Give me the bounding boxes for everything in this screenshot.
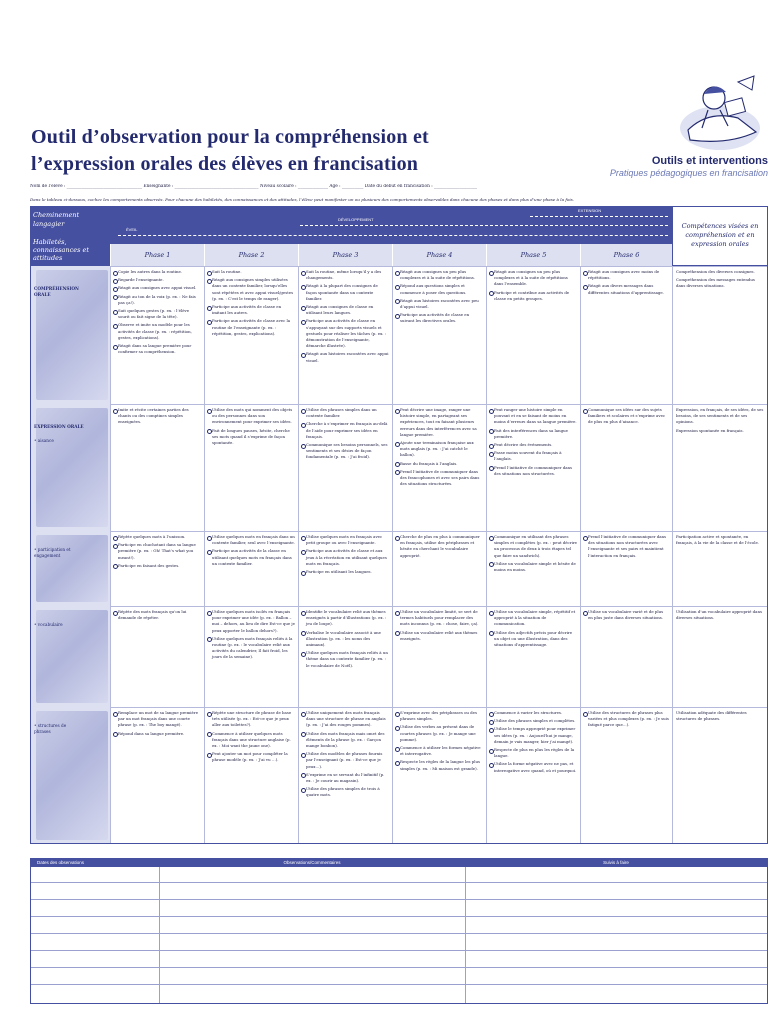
behaviour-checkbox-item[interactable]: Réagit aux divers messages dans différentes situations d’apprentissage. [581,281,672,295]
behaviour-checkbox-item[interactable]: Utilise des structures de phrases plus variées et plus complexes (p. ex. : Je suis fatigué parce que…). [581,708,672,729]
writing-line [31,882,767,883]
phase-cell [204,404,298,531]
behaviour-checkbox-item[interactable]: Répète une structure de phrase de base très utilisée (p. ex. : Est-ce que je peux aller aux toilettes?). [205,708,298,729]
competence-text: Compréhension des messages entendus dans diverses situations. [676,277,755,289]
behaviour-checkbox-item[interactable]: Utilise quelques mots français reliés à la routine (p. ex. : le vocabulaire relié aux activités du calendrier, Il fait froid, les jours de la semaine). [205,634,298,661]
behaviour-checkbox-item[interactable]: Utilise uniquement des mots français dans une structure de phrase en anglais (p. ex. : J’ai des rouges pommes). [299,708,392,729]
behaviour-checkbox-item[interactable]: Communique ses besoins personnels, ses sentiments et ses désirs de façon fondamentale (p. ex. : J’ai froid). [299,440,392,461]
competence-text: Participation active et spontanée, en français, à la vie de la classe et de l’école. [676,534,760,546]
behaviour-checkbox-item[interactable]: Utilise le temps approprié pour exprimer ses idées (p. ex. : Aujourd’hui je mange, demain je vais manger, hier j’ai mangé). [487,724,580,745]
behaviour-checkbox-item[interactable]: Participe en utilisant les langues. [299,567,392,575]
phase-cell [486,707,580,844]
behaviour-checkbox-item[interactable]: Utilise un vocabulaire relié aux thèmes enseignés. [393,628,486,642]
row-label: EXPRESSION ORALE [34,424,84,429]
page-title [31,124,591,178]
behaviour-checkbox-item[interactable]: Participe en faisant des gestes. [111,561,204,569]
behaviour-checkbox-item[interactable]: Répond dans sa langue première. [111,729,204,737]
phase-cell [110,404,204,531]
phase-cell [110,531,204,606]
phase-cell [392,707,486,844]
phase-cell [204,266,298,404]
behaviour-checkbox-item[interactable]: Commence à utiliser quelques mots français dans une structure anglaise (p. ex. : Moi want the jaune one). [205,729,298,750]
behaviour-checkbox-item[interactable]: Remplace un mot de sa langue première par un mot français dans une courte phrase (p. ex. : The boy mangé). [111,708,204,729]
comments-column-header: Observations/Commentaires [159,859,465,867]
developpement-arrow [300,225,668,226]
behaviour-checkbox-item[interactable]: Peut décrire une image, ranger une histoire simple, en partageant ses expériences, tout en faisant plusieurs erreurs dans des interférences avec sa langue première. [393,405,486,438]
behaviour-checkbox-item[interactable]: Fait des interférences dans sa langue première. [487,426,580,440]
competence-text: Expression, en français, de ses idées, de ses besoins, de ses sentiments et de ses opinions. [676,407,764,425]
column-divider [159,867,160,1003]
behaviour-checkbox-item[interactable]: Regarde l’enseignante. [111,275,204,283]
classroom-photo [36,535,108,602]
behaviour-checkbox-item[interactable]: Utilise quelques mots en français dans un contexte familier, seul avec l’enseignante. [205,532,298,546]
behaviour-checkbox-item[interactable]: Réagit aux histoires racontées avec appui visuel. [299,349,392,363]
phase-cell [486,606,580,707]
phase-cell [392,266,486,404]
behaviour-checkbox-item[interactable]: Réagit aux consignes avec appui visuel. [111,283,204,291]
phase-cell [298,404,392,531]
behaviour-checkbox-item[interactable]: S’exprime en se servant du l’infinitif (p. ex. : Je courir au magasin). [299,770,392,784]
phase-cell [486,266,580,404]
row-sublabel: • participation et engagement [34,547,71,558]
competence-text: Utilisation adéquate des différentes structures de phrases. [676,710,747,722]
behaviour-checkbox-item[interactable]: Imite et récite certaines parties des chants ou des comptines simples enseignées. [111,405,204,426]
behaviour-checkbox-item[interactable]: Observe et imite un modèle pour les activités de classe (p. ex. : répétition, gestes, explications). [111,320,204,341]
row-sublabel: • aisance [34,438,54,443]
phase-cell [392,606,486,707]
behaviour-checkbox-item[interactable]: Utilise quelques mots français reliés à un thème dans un contexte familier (p. ex. : le vocabulaire de Noël). [299,648,392,669]
behaviour-checkbox-item[interactable]: Suit la routine, même lorsqu’il y a des changements. [299,267,392,281]
phase-header: Phase 5 [486,244,580,266]
behaviour-checkbox-item[interactable]: Participe aux activités de classe en imitant les autres. [205,302,298,316]
row-sublabel: • vocabulaire [34,622,63,627]
writing-line [31,899,767,900]
column-divider [465,867,466,1003]
competences-header-text: Compétences visées en compréhension et en expression orales [681,222,759,248]
behaviour-checkbox-item[interactable]: Utilise un vocabulaire varié et de plus en plus juste dans diverses situations. [581,607,672,621]
phase-cell [392,531,486,606]
writing-line [31,984,767,985]
instructions-text: Dans le tableau ci-dessous, cochez les comportements observés. Pour chacune des habiletés, des connaissances et des attitudes, l’élève peut manifester un ou plusieurs des comportements observables dans chacune des phases et dans plus d’une phase à la fois. [30,197,575,202]
competence-text: Utilisation d’un vocabulaire approprié dans diverses situations. [676,609,762,621]
phase-cell [392,404,486,531]
behaviour-checkbox-item[interactable]: Utilise quelques mots en français avec petit groupe ou avec l’enseignante. [299,532,392,546]
left-header [30,206,110,266]
behaviour-checkbox-item[interactable]: Peut décrire des événements. [487,440,580,448]
behaviour-checkbox-item[interactable]: Participe en chuchotant dans sa langue première (p. ex. : Oh! That’s what you meant!). [111,540,204,561]
eveil-arrow [118,235,668,236]
brand-block [588,155,768,178]
writing-line [31,933,767,934]
competence-cell [672,531,768,606]
phase-header: Phase 1 [110,244,204,266]
row-sidebar [30,606,110,707]
dates-column-header: Dates des observations [31,859,159,867]
competence-cell [672,266,768,404]
behaviour-checkbox-item[interactable]: Utilise des phrases simples dans un contexte familier. [299,405,392,419]
behaviour-checkbox-item[interactable]: Utilise un vocabulaire simple, répétitif et approprié à la situation de communication. [487,607,580,628]
behaviour-checkbox-item[interactable]: Suit la routine. [205,267,298,275]
phase-header: Phase 6 [580,244,672,266]
phase-header: Phase 3 [298,244,392,266]
title-line-2: l’expression orales des élèves en francisation [31,153,419,175]
behaviour-checkbox-item[interactable]: Répète des mots français qu’on lui demande de répéter. [111,607,204,621]
behaviour-checkbox-item[interactable]: Suit quelques gestes (p. ex. : l’élève sourit ou fait signe de la tête). [111,306,204,320]
competence-text: Compréhension des diverses consignes. [676,269,755,274]
behaviour-checkbox-item[interactable]: Utilise des mots qui nomment des objets ou des personnes dans son environnement pour exprimer ses idées. [205,405,298,426]
behaviour-checkbox-item[interactable]: Utilise un vocabulaire limité, se sert de termes habituels pour remplacer des mots inconnus (p. ex. : chose, faire, ça). [393,607,486,628]
row-sublabel: • structures de phrases [34,723,67,734]
phase-cell [580,707,672,844]
phase-cell [486,404,580,531]
behaviour-checkbox-item[interactable]: Communique en utilisant des phrases simples et complètes (p. ex. : peut décrire un processus de deux à trois étapes tel que faire un sandwich). [487,532,580,559]
behaviour-checkbox-item[interactable]: Répète quelques mots à l’unisson. [111,532,204,540]
behaviour-checkbox-item[interactable]: Respecte de plus en plus les règles de la langue. [487,745,580,759]
stage-extension-label: EXTENSION [578,208,602,213]
behaviour-checkbox-item[interactable]: Peut ranger une histoire simple en pouvant et en se faisant de moins en moins d’erreurs dans sa langue première. [487,405,580,426]
phase-cell [110,606,204,707]
phase-header: Phase 4 [392,244,486,266]
behaviour-checkbox-item[interactable]: Utilise des verbes au présent dans de courtes phrases (p. ex. : Je mange une pomme). [393,722,486,743]
row-sidebar [30,531,110,606]
phase-cell [580,606,672,707]
observations-table [30,858,768,1004]
row-sidebar [30,404,110,531]
phase-cell [580,404,672,531]
writing-line [31,916,767,917]
phase-cell [298,606,392,707]
behaviour-checkbox-item[interactable]: Prend l’initiative de communiquer dans des situations non structurées avec l’enseignante et ses pairs et maintient l’interaction en français. [581,532,672,559]
behaviour-checkbox-item[interactable]: Utilise un vocabulaire simple et hésite de moins en moins. [487,559,580,573]
phase-cell [298,707,392,844]
row-sidebar [30,707,110,844]
row-sidebar [30,266,110,404]
behaviour-checkbox-item[interactable]: Verbalise le vocabulaire associé à une illustration (p. ex. : les noms des animaux). [299,628,392,649]
observation-grid [30,206,768,844]
followup-column-header: Suivis à faire [465,859,767,867]
behaviour-checkbox-item[interactable]: Fait de longues pauses, hésite, cherche ses mots quand il s’exprime de façon spontanée. [205,426,298,447]
behaviour-checkbox-item[interactable]: Passe moins souvent du français à l’anglais. [487,448,580,462]
behaviour-checkbox-item[interactable]: Utilise la forme négative avec ne pas, et interrogative avec quand, où et pourquoi. [487,759,580,773]
behaviour-checkbox-item[interactable]: Prend l’initiative de communiquer dans des situations non structurées. [487,463,580,477]
behaviour-checkbox-item[interactable]: Réagit aux consignes un peu plus complexes et à la suite de répétitions. [393,267,486,281]
behaviour-checkbox-item[interactable]: Utilise quelques mots isolés en français pour exprimer une idée (p. ex. : Ballon – moi – dehors, au lieu de dire Est-ce que je peux apporter le ballon dehors?). [205,607,298,634]
behaviour-checkbox-item[interactable]: Utilise des adjectifs précis pour décrire un objet ou une illustration, dans des situations d’apprentissage. [487,628,580,649]
row-label: COMPRÉHENSION ORALE [34,286,79,297]
behaviour-checkbox-item[interactable]: Basse du français à l’anglais. [393,459,486,467]
behaviour-checkbox-item[interactable]: Participe aux activités de classe en suivant les directives orales. [393,310,486,324]
title-line-1: Outil d’observation pour la compréhension et [31,126,429,148]
behaviour-checkbox-item[interactable]: Ajoute une terminaison française aux mots anglais (p. ex. : J’ai catché le ballon). [393,438,486,459]
left-header-title: Cheminement langagier [33,211,80,228]
behaviour-checkbox-item[interactable]: Commence à varier les structures. [487,708,580,716]
behaviour-checkbox-item[interactable]: Copie les autres dans la routine. [111,267,204,275]
behaviour-checkbox-item[interactable]: Participe aux activités de la classe en utilisant quelques mots en français dans un contexte familier. [205,546,298,567]
behaviour-checkbox-item[interactable]: Prend l’initiative de communiquer dans des francophones et avec ses pairs dans des situations structurées. [393,467,486,488]
competence-cell [672,606,768,707]
behaviour-checkbox-item[interactable]: Utilise des mots français mais omet des éléments de la phrase (p. ex. : Garçon mange bonbon). [299,729,392,750]
phase-cell [298,531,392,606]
behaviour-checkbox-item[interactable]: Commence à utiliser les formes négative et interrogative. [393,743,486,757]
stage-eveil-label: ÉVEIL [126,227,138,232]
phase-header: Phase 2 [204,244,298,266]
student-info-line: Nom de l’élève : ___________________________________ Enseignante : _______________________________________ Niveau scolaire : ______________ Âge : __________ Date du début en francisation : ____________________ [30,184,478,189]
behaviour-checkbox-item[interactable]: Participe aux activités de classe et aux jeux à la récréation en utilisant quelques mots en français. [299,546,392,567]
behaviour-checkbox-item[interactable]: Communique ses idées sur des sujets familiers et scolaires et s’exprime avec de plus en plus d’aisance. [581,405,672,426]
phase-cell [204,531,298,606]
competence-text: Expression spontanée en français. [676,427,744,433]
phase-cell [298,266,392,404]
behaviour-checkbox-item[interactable]: Réagit aux consignes avec moins de répétitions. [581,267,672,281]
writing-line [31,967,767,968]
behaviour-checkbox-item[interactable]: Réagit aux consignes de classe en utilisant leurs langues. [299,302,392,316]
behaviour-checkbox-item[interactable]: Réagit au ton de la voix (p. ex. : Ne fais pas ça!). [111,292,204,306]
behaviour-checkbox-item[interactable]: Peut ajouter un mot pour compléter la phrase modèle (p. ex. : J’ai vu …). [205,749,298,763]
left-header-subtitle: Habiletés, connaissances et attitudes [33,238,89,262]
brand-name: Outils et interventions [651,155,768,167]
behaviour-checkbox-item[interactable]: Cherche de plus en plus à communiquer en français, utilise des périphrases et hésite en cherchant le vocabulaire approprié. [393,532,486,559]
phase-cell [110,266,204,404]
stage-band [110,206,672,246]
competences-header [672,206,768,266]
phase-cell [580,266,672,404]
behaviour-checkbox-item[interactable]: Utilise des modèles de phrases fournis par l’enseignant (p. ex. : Est-ce que je peux…). [299,749,392,770]
behaviour-checkbox-item[interactable]: Participe aux activités de classe avec la routine de l’enseignante (p. ex. : répétition, gestes, explications). [205,316,298,337]
behaviour-checkbox-item[interactable]: Utilise des phrases simples et complètes. [487,716,580,724]
cartoon-kid-reading-illustration [668,70,768,158]
phase-cell [580,531,672,606]
behaviour-checkbox-item[interactable]: Réagit à la plupart des consignes de façon spontanée dans un contexte familier. [299,281,392,302]
phase-cell [110,707,204,844]
behaviour-checkbox-item[interactable]: Réagit aux consignes un peu plus complexes et à la suite de répétitions dans l’ensemble. [487,267,580,288]
extension-arrow [530,216,668,217]
writing-line [31,950,767,951]
phase-cell [486,531,580,606]
phase-cell [204,707,298,844]
behaviour-checkbox-item[interactable]: Participe aux activités de classe en s’appuyant sur des supports visuels et gestuels pour réaliser les tâches (p. ex. : démonstration de l’enseignante, démarche illustrée). [299,316,392,349]
behaviour-checkbox-item[interactable]: Participe et contribue aux activités de classe en petits groupes. [487,288,580,302]
phase-cell [204,606,298,707]
behaviour-checkbox-item[interactable]: Respecte les règles de la langue les plus simples (p. ex. : Mi maison est grande). [393,757,486,771]
behaviour-checkbox-item[interactable]: Réagit dans sa langue première pour confirmer sa compréhension. [111,341,204,355]
stage-developpement-label: DÉVELOPPEMENT [338,217,374,222]
behaviour-checkbox-item[interactable]: Identifie le vocabulaire relié aux thèmes enseignés à partir d’illustrations (p. ex. : jeu de loupe). [299,607,392,628]
behaviour-checkbox-item[interactable]: Réagit aux consignes simples utilisées dans un contexte familier, lorsqu’elles sont répétées et avec appui visuel/gestes (p. ex. : C’est le temps de ranger). [205,275,298,302]
behaviour-checkbox-item[interactable]: Réagit aux histoires racontées avec peu d’appui visuel. [393,296,486,310]
behaviour-checkbox-item[interactable]: S’exprime avec des périphrases ou des phrases simples. [393,708,486,722]
brand-subtitle: Pratiques pédagogiques en francisation [609,168,768,178]
competence-cell [672,404,768,531]
behaviour-checkbox-item[interactable]: Cherche à s’exprimer en français au-delà de l’aide pour exprimer ses idées en français. [299,419,392,440]
behaviour-checkbox-item[interactable]: Répond aux questions simples et commence à poser des questions. [393,281,486,295]
competence-cell [672,707,768,844]
behaviour-checkbox-item[interactable]: Utilise des phrases simples de trois à quatre mots. [299,784,392,798]
